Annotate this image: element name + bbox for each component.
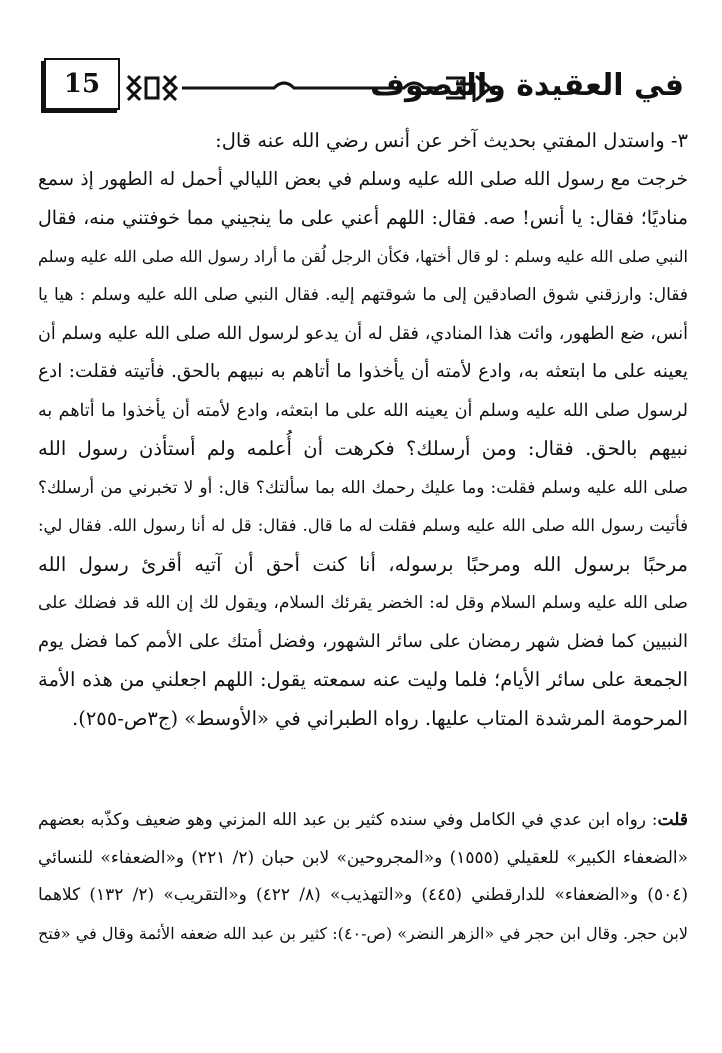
- body-line: مناديًا؛ فقال: يا أنس! صه. فقال: اللهم أعني على ما ينجيني مما خوفتني منه، فقال: [38, 207, 688, 229]
- body-line: فأتيت رسول الله صلى الله عليه وسلم فقلت له ما قال. فقال: قل له أنا رسول الله. فقال لي:: [38, 516, 688, 535]
- body-line: النبيين كما فضل شهر رمضان على سائر الشهور، وفضل أمتك على الأمم كما فضل يوم: [38, 630, 688, 652]
- note-label: قلت: [657, 810, 688, 830]
- page-number: 15: [63, 69, 101, 99]
- body-line: مرحبًا برسول الله ومرحبًا برسوله، أنا كنت أحق أن آتيه أقرئ رسول الله: [38, 552, 688, 576]
- page-number-box: [44, 58, 120, 110]
- note-line: «الضعفاء الكبير» للعقيلي (١٥٥٥) و«المجروحين» لابن حبان (٢/ ٢٢١) و«الضعفاء» للنسائي: [38, 847, 688, 868]
- body-line: خرجت مع رسول الله صلى الله عليه وسلم في بعض الليالي أحمل له الطهور إذ سمع: [38, 168, 688, 190]
- note-text: : رواه ابن عدي في الكامل وفي سنده كثير بن عبد الله المزني وهو ضعيف وكذّبه بعضهم: [38, 810, 658, 830]
- body-line: لرسول صلى الله عليه وسلم أن يعينه الله على ما ابتعثه، وادع لأمته أن يأخذوا ما أتاهم به: [38, 400, 688, 421]
- body-line: يعينه على ما ابتعثه به، وادع لأمته أن يأخذوا ما أتاهم به نبيهم بالحق. فأتيته فقلت: ادع: [38, 361, 688, 382]
- body-line: صلى الله عليه وسلم السلام وقل له: الخضر يقرئك السلام، ويقول لك إن الله قد فضلك على: [38, 593, 688, 613]
- body-line: نبيهم بالحق. فقال: ومن أرسلك؟ فكرهت أن أُعلمه ولم أستأذن رسول الله: [38, 437, 688, 460]
- body-line: الجمعة على سائر الأيام؛ فلما وليت عنه سمعته يقول: اللهم اجعلني من هذه الأمة: [38, 668, 688, 691]
- page-header: [20, 58, 704, 118]
- body-line: ٣- واستدل المفتي بحديث آخر عن أنس رضي الله عنه قال:: [215, 129, 688, 152]
- page-title: في العقيدة والتصوف: [370, 68, 684, 103]
- body-line: فقال: وارزقني شوق الصادقين إلى ما شوقتهم إليه. فقال النبي صلى الله عليه وسلم : هيا يا: [38, 285, 688, 305]
- body-line: النبي صلى الله عليه وسلم : لو قال أختها، فكأن الرجل لُقن ما أراد رسول الله صلى الله عليه وسلم: [38, 246, 688, 266]
- body-line: صلى الله عليه وسلم فقلت: وما عليك رحمك الله بما سألتك؟ قال: أو لا تخبرني من أرسلك؟: [38, 477, 688, 498]
- note-line: (٥٠٤) و«الضعفاء» للدارقطني (٤٤٥) و«التهذيب» (٨/ ٤٢٢) و«التقريب» (٢/ ١٣٢) كلاهما: [38, 885, 688, 905]
- note-line: [38, 802, 688, 840]
- main-text: [38, 122, 688, 738]
- body-line: أنس، ضع الطهور، وائت هذا المنادي، فقل له أن يدعو لرسول الله صلى الله عليه وسلم أن: [38, 323, 688, 344]
- body-line: المرحومة المرشدة المتاب عليها. رواه الطبراني في «الأوسط» (ج٣ص-٢٥٥).: [72, 706, 688, 730]
- footnote-block: [38, 802, 688, 952]
- note-line: لابن حجر. وقال ابن حجر في «الزهر النضر» (ص-٤٠): كثير بن عبد الله ضعفه الأئمة وقال في «فتح: [38, 923, 688, 943]
